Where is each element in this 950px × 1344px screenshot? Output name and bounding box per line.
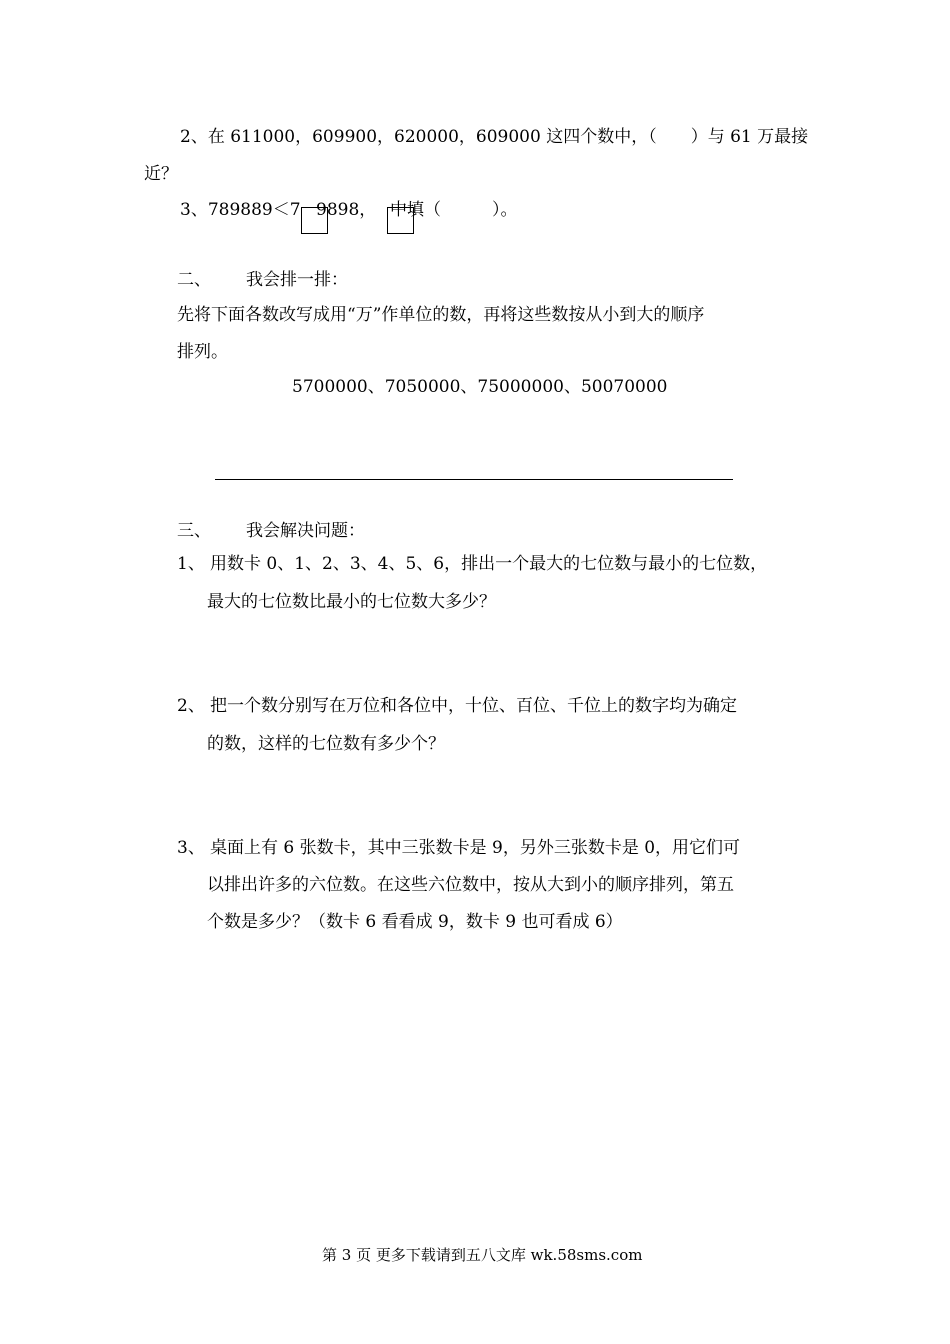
question-3-middle: 9898， [316, 200, 377, 220]
section-3-heading: 我会解决问题： [246, 521, 365, 541]
problem-2-number: 2、 [177, 696, 205, 716]
problem-1-line-1: 用数卡 0、1、2、3、4、5、6，排出一个最大的七位数与最小的七位数， [210, 554, 768, 574]
problem-2-line-1: 把一个数分别写在万位和各位中，十位、百位、千位上的数字均为确定 [210, 696, 737, 716]
question-2-line-2: 近？ [144, 164, 178, 184]
section-2-heading: 我会排一排： [246, 270, 348, 290]
question-2-line-1: 2、在 611000，609900，620000，609000 这四个数中，（ ）与 61 万最接 [180, 127, 809, 147]
blank-box-reference [387, 207, 414, 234]
problem-3-line-1: 桌面上有 6 张数卡，其中三张数卡是 9，另外三张数卡是 0，用它们可 [210, 838, 741, 858]
problem-1-line-2: 最大的七位数比最小的七位数大多少？ [207, 592, 496, 612]
problem-2-line-2: 的数，这样的七位数有多少个？ [207, 734, 445, 754]
section-3-number: 三、 [177, 521, 211, 541]
problem-3-line-2: 以排出许多的六位数。在这些六位数中，按从大到小的顺序排列，第五 [207, 875, 734, 895]
problem-3-number: 3、 [177, 838, 205, 858]
problem-1-number: 1、 [177, 554, 205, 574]
section-2-number: 二、 [177, 270, 211, 290]
question-3-suffix: 中填（ ）。 [390, 200, 518, 220]
section-2-instruction-line-2: 排列。 [177, 342, 228, 362]
question-3-prefix: 3、789889＜7 [180, 200, 301, 220]
page-footer: 第 3 页 更多下载请到五八文库 wk.58sms.com [322, 1246, 643, 1264]
problem-3-line-3: 个数是多少？（数卡 6 看看成 9，数卡 9 也可看成 6） [207, 912, 623, 932]
section-2-instruction-line-1: 先将下面各数改写成用“万”作单位的数，再将这些数按从小到大的顺序 [177, 305, 705, 325]
answer-line[interactable] [215, 479, 733, 480]
numbers-to-sort: 5700000、7050000、75000000、50070000 [292, 377, 668, 397]
